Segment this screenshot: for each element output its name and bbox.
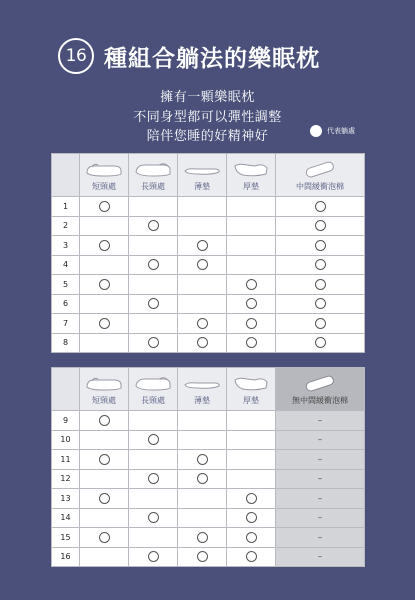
row-number: 14 xyxy=(52,508,80,528)
table-cell xyxy=(227,216,276,236)
column-short-neck xyxy=(80,368,129,411)
table-cell xyxy=(80,547,129,567)
row-number: 4 xyxy=(52,255,80,275)
table-cell xyxy=(227,430,276,450)
circle-mark-icon xyxy=(315,298,326,309)
not-applicable-dash: – xyxy=(318,474,322,484)
foam-pad-icon xyxy=(300,160,340,180)
legend-label: 代表躺處 xyxy=(327,127,355,135)
column-label: 無中間緩衝泡棉 xyxy=(292,396,348,405)
row-number: 5 xyxy=(52,275,80,295)
table-cell xyxy=(227,333,276,353)
table-cell xyxy=(276,275,365,295)
table-cell xyxy=(227,314,276,334)
table-cell xyxy=(178,197,227,217)
circle-mark-icon xyxy=(99,240,110,251)
table-cell xyxy=(129,469,178,489)
table-cell xyxy=(178,469,227,489)
table-cell xyxy=(80,333,129,353)
table-row xyxy=(52,430,365,450)
tagline-line-2: 不同身型都可以彈性調整 xyxy=(133,110,282,125)
table-corner xyxy=(52,368,80,411)
circle-mark-icon xyxy=(197,259,208,270)
table-cell xyxy=(276,508,365,528)
row-number: 6 xyxy=(52,294,80,314)
table-cell xyxy=(129,216,178,236)
table-row xyxy=(52,294,365,314)
circle-mark-icon xyxy=(315,337,326,348)
column-thin-pad xyxy=(178,368,227,411)
legend-circle-icon xyxy=(310,125,322,137)
table-cell xyxy=(276,255,365,275)
circle-mark-icon xyxy=(148,512,159,523)
circle-mark-icon xyxy=(99,201,110,212)
foam-pad-icon xyxy=(300,374,340,394)
circle-mark-icon xyxy=(148,551,159,562)
table-cell xyxy=(276,489,365,509)
not-applicable-dash: – xyxy=(318,532,322,542)
column-label: 長頸處 xyxy=(141,396,165,405)
circle-mark-icon xyxy=(197,532,208,543)
circle-mark-icon xyxy=(315,240,326,251)
column-thick-pad xyxy=(227,368,276,411)
column-label: 厚墊 xyxy=(243,182,259,191)
circle-mark-icon xyxy=(246,337,257,348)
table-cell xyxy=(227,197,276,217)
table-cell xyxy=(276,314,365,334)
table-cell xyxy=(178,508,227,528)
table-row xyxy=(52,216,365,236)
table-cell xyxy=(80,255,129,275)
row-number: 9 xyxy=(52,411,80,431)
column-label: 厚墊 xyxy=(243,396,259,405)
table-cell xyxy=(80,411,129,431)
table-cell xyxy=(129,430,178,450)
column-long-neck xyxy=(129,368,178,411)
table-cell xyxy=(129,333,178,353)
table-cell xyxy=(80,236,129,256)
circle-mark-icon xyxy=(246,298,257,309)
circle-mark-icon xyxy=(246,532,257,543)
circle-mark-icon xyxy=(197,551,208,562)
table-cell xyxy=(80,197,129,217)
circle-mark-icon xyxy=(246,512,257,523)
table-cell xyxy=(276,547,365,567)
table-cell xyxy=(227,508,276,528)
table-cell xyxy=(227,411,276,431)
thick-pad-icon xyxy=(231,160,271,180)
table-row xyxy=(52,236,365,256)
table-cell xyxy=(80,430,129,450)
row-number: 7 xyxy=(52,314,80,334)
long-neck-pillow-icon xyxy=(133,374,173,394)
column-label: 薄墊 xyxy=(194,396,210,405)
table-cell xyxy=(276,469,365,489)
table-cell xyxy=(178,411,227,431)
tagline-line-3: 陪伴您睡的好精神好 xyxy=(146,129,269,144)
thin-pad-icon xyxy=(182,374,222,394)
circle-mark-icon xyxy=(197,454,208,465)
header xyxy=(0,0,415,150)
table-row xyxy=(52,450,365,470)
table-cell xyxy=(80,469,129,489)
page-title: 種組合躺法的樂眠枕 xyxy=(104,45,320,72)
table-corner xyxy=(52,154,80,197)
row-number: 11 xyxy=(52,450,80,470)
table-cell xyxy=(178,547,227,567)
table-cell xyxy=(276,197,365,217)
circle-mark-icon xyxy=(246,493,257,504)
row-number: 8 xyxy=(52,333,80,353)
column-label: 短頸處 xyxy=(92,182,116,191)
table-row xyxy=(52,255,365,275)
table-row xyxy=(52,508,365,528)
table-cell xyxy=(227,528,276,548)
table-cell xyxy=(80,314,129,334)
table-cell xyxy=(80,508,129,528)
circle-mark-icon xyxy=(246,279,257,290)
table-cell xyxy=(129,547,178,567)
legend xyxy=(310,125,355,137)
table-cell xyxy=(227,450,276,470)
row-number: 10 xyxy=(52,430,80,450)
table-cell xyxy=(80,216,129,236)
row-number: 12 xyxy=(52,469,80,489)
table-cell xyxy=(276,430,365,450)
circle-mark-icon xyxy=(148,298,159,309)
table-cell xyxy=(178,314,227,334)
combination-table-1 xyxy=(51,153,365,353)
not-applicable-dash: – xyxy=(318,454,322,464)
table-cell xyxy=(276,528,365,548)
table-cell xyxy=(227,255,276,275)
table-cell xyxy=(227,275,276,295)
table-cell xyxy=(80,489,129,509)
circle-mark-icon xyxy=(315,220,326,231)
table-cell xyxy=(129,255,178,275)
circle-mark-icon xyxy=(197,473,208,484)
table-header-row xyxy=(52,368,365,411)
table-cell xyxy=(80,528,129,548)
thick-pad-icon xyxy=(231,374,271,394)
column-label: 中間緩衝泡棉 xyxy=(296,182,344,191)
column-label: 短頸處 xyxy=(92,396,116,405)
table-cell xyxy=(178,528,227,548)
not-applicable-dash: – xyxy=(318,513,322,523)
circle-mark-icon xyxy=(99,532,110,543)
circle-mark-icon xyxy=(148,337,159,348)
row-number: 16 xyxy=(52,547,80,567)
table-cell xyxy=(129,489,178,509)
table-cell xyxy=(129,197,178,217)
short-neck-pillow-icon xyxy=(84,160,124,180)
circle-mark-icon xyxy=(99,318,110,329)
combination-table-2 xyxy=(51,367,365,567)
table-row xyxy=(52,528,365,548)
long-neck-pillow-icon xyxy=(133,160,173,180)
table-header-row xyxy=(52,154,365,197)
circle-mark-icon xyxy=(99,279,110,290)
table-cell xyxy=(178,236,227,256)
number-badge: 16 xyxy=(58,38,94,74)
circle-mark-icon xyxy=(197,318,208,329)
circle-mark-icon xyxy=(197,240,208,251)
row-number: 1 xyxy=(52,197,80,217)
table-row xyxy=(52,314,365,334)
table-cell xyxy=(129,528,178,548)
not-applicable-dash: – xyxy=(318,552,322,562)
circle-mark-icon xyxy=(315,259,326,270)
column-no-middle-foam xyxy=(276,368,365,411)
circle-mark-icon xyxy=(197,337,208,348)
table-row xyxy=(52,469,365,489)
table-row xyxy=(52,489,365,509)
table-cell xyxy=(178,450,227,470)
table-cell xyxy=(129,236,178,256)
short-neck-pillow-icon xyxy=(84,374,124,394)
table-cell xyxy=(227,236,276,256)
circle-mark-icon xyxy=(315,201,326,212)
column-thin-pad xyxy=(178,154,227,197)
table-cell xyxy=(276,411,365,431)
table-cell xyxy=(276,236,365,256)
table-cell xyxy=(178,489,227,509)
circle-mark-icon xyxy=(99,454,110,465)
not-applicable-dash: – xyxy=(318,493,322,503)
table-row xyxy=(52,333,365,353)
table-cell xyxy=(227,489,276,509)
table-cell xyxy=(178,275,227,295)
thin-pad-icon xyxy=(182,160,222,180)
table-cell xyxy=(276,294,365,314)
column-middle-foam xyxy=(276,154,365,197)
circle-mark-icon xyxy=(148,473,159,484)
table-row xyxy=(52,275,365,295)
table-cell xyxy=(276,450,365,470)
column-label: 長頸處 xyxy=(141,182,165,191)
table-cell xyxy=(227,469,276,489)
row-number: 15 xyxy=(52,528,80,548)
table-cell xyxy=(227,294,276,314)
column-thick-pad xyxy=(227,154,276,197)
table-cell xyxy=(178,333,227,353)
table-cell xyxy=(178,294,227,314)
table-row xyxy=(52,547,365,567)
table-cell xyxy=(80,294,129,314)
circle-mark-icon xyxy=(99,415,110,426)
table-cell xyxy=(129,450,178,470)
table-cell xyxy=(129,314,178,334)
circle-mark-icon xyxy=(246,318,257,329)
circle-mark-icon xyxy=(99,493,110,504)
row-number: 2 xyxy=(52,216,80,236)
table-cell xyxy=(129,275,178,295)
table-row xyxy=(52,411,365,431)
not-applicable-dash: – xyxy=(318,435,322,445)
table-cell xyxy=(129,294,178,314)
table-cell xyxy=(178,216,227,236)
row-number: 13 xyxy=(52,489,80,509)
circle-mark-icon xyxy=(315,318,326,329)
row-number: 3 xyxy=(52,236,80,256)
table-cell xyxy=(276,333,365,353)
table-cell xyxy=(129,411,178,431)
table-cell xyxy=(178,255,227,275)
table-cell xyxy=(178,430,227,450)
circle-mark-icon xyxy=(148,220,159,231)
table-row xyxy=(52,197,365,217)
column-label: 薄墊 xyxy=(194,182,210,191)
table-cell xyxy=(129,508,178,528)
table-cell xyxy=(276,216,365,236)
not-applicable-dash: – xyxy=(318,415,322,425)
circle-mark-icon xyxy=(246,551,257,562)
table-cell xyxy=(80,275,129,295)
tagline-line-1: 擁有一顆樂眠枕 xyxy=(160,90,255,105)
circle-mark-icon xyxy=(315,279,326,290)
circle-mark-icon xyxy=(148,434,159,445)
column-long-neck xyxy=(129,154,178,197)
column-short-neck xyxy=(80,154,129,197)
table-cell xyxy=(227,547,276,567)
table-cell xyxy=(80,450,129,470)
circle-mark-icon xyxy=(148,259,159,270)
